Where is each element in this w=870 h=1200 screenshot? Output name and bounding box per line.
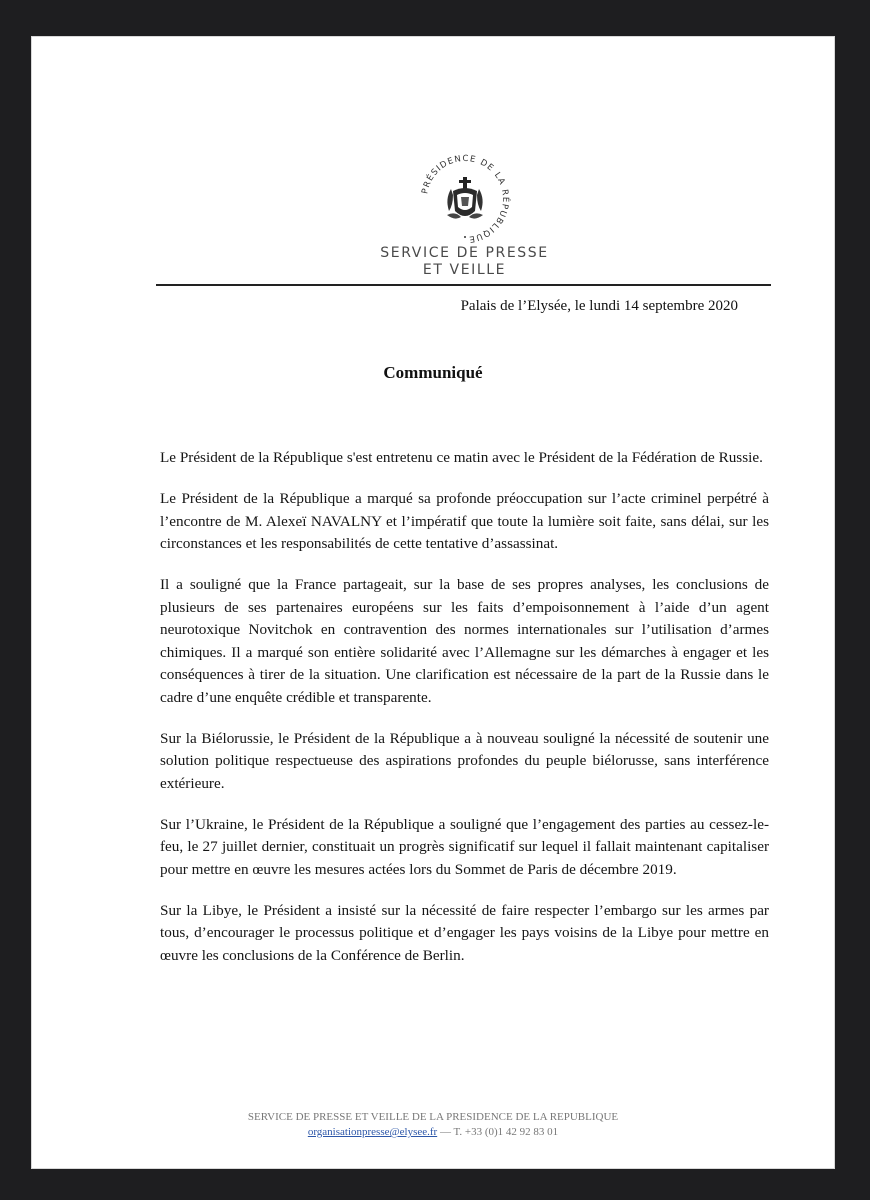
- paragraph: Le Président de la République a marqué sa profonde préoccupation sur l’acte criminel perpétré à l’encontre de M. Alexeï NAVALNY et l’impératif que toute la lumière soit faite, sans délai, sur les circonstances et les responsabilités de cette tentative d’assassinat.: [160, 490, 769, 552]
- footer: [32, 1110, 834, 1140]
- paragraph: Sur l’Ukraine, le Président de la République a souligné que l’engagement des parties au cessez-le-feu, le 27 juillet dernier, constituait un progrès significatif sur lequel il fallait maintenant capitaliser pour mettre en œuvre les mesures actées lors du Sommet de Paris de décembre 2019.: [160, 815, 769, 878]
- emblem-icon: [447, 177, 483, 219]
- paragraph: Sur la Libye, le Président a insisté sur la nécessité de faire respecter l’embargo sur les armes par tous, d’encourager le processus politique et d’engager les pays voisins de la Libye pour mettre en œuvre les conclusions de la Conférence de Berlin.: [160, 901, 769, 964]
- service-title: [302, 245, 627, 279]
- paragraph: Le Président de la République s'est entretenu ce matin avec le Président de la Fédération de Russie.: [160, 449, 763, 466]
- place-date: Palais de l’Elysée, le lundi 14 septembre 2020: [460, 298, 738, 314]
- document-page: [32, 37, 834, 1168]
- paragraph: Sur la Biélorussie, le Président de la République a à nouveau souligné la nécessité de soutenir une solution politique respectueuse des aspirations profondes du peuple biélorusse, sans interférence extérieure.: [160, 729, 769, 792]
- footer-email-link[interactable]: organisationpresse@elysee.fr: [307, 1126, 438, 1138]
- footer-phone: — T. +33 (0)1 42 92 83 01: [437, 1126, 559, 1138]
- footer-service-name: SERVICE DE PRESSE ET VEILLE DE LA PRESIDENCE DE LA REPUBLIQUE: [247, 1111, 619, 1123]
- seal-text: PRÉSIDENCE DE LA RÉPUBLIQUE: [420, 153, 511, 244]
- presidence-seal-logo: [415, 149, 515, 249]
- document-title: Communiqué: [383, 363, 483, 382]
- service-title-line1: SERVICE DE PRESSE: [380, 245, 549, 261]
- service-title-line2: ET VEILLE: [422, 262, 507, 278]
- paragraph: Il a souligné que la France partageait, sur la base de ses propres analyses, les conclusions de plusieurs de ses partenaires européens sur les faits d’empoisonnement à l’aide d’un agent neurotoxique Novitchok en contravention des normes internationales sur l’utilisation d’armes chimiques. Il a marqué son entière solidarité avec l’Allemagne sur les démarches à engager et les conséquences à tirer de la situation. Une clarification est nécessaire de la part de la Russie dans le cadre d’une enquête crédible et transparente.: [160, 576, 769, 706]
- footer-contact: [32, 1125, 834, 1140]
- communique-body: [160, 447, 769, 986]
- header-divider: [156, 284, 771, 286]
